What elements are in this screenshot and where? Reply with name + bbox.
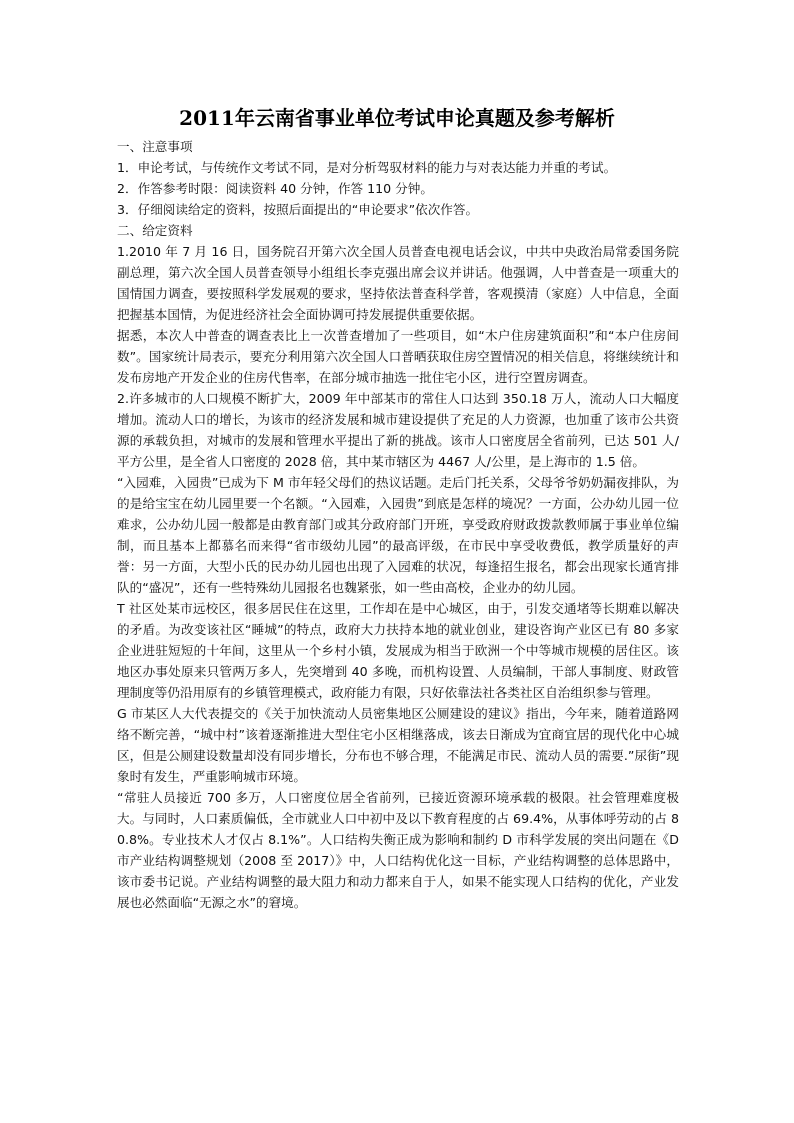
paragraph: 2.许多城市的人口规模不断扩大，2009 年中部某市的常住人口达到 350.18 万人，流动人口大幅度增加。流动人口的增长，为该市的经济发展和城市建设提供了充足的人力资源，也加重了该市公共资源的承载负担，对城市的发展和管理水平提出了新的挑战。该市人口密度居全省前列，已达 501 人/平方公里，是全省人口密度的 2028 倍，其中某市辖区为 4467 人/公里，是上海市的 1.5 倍。 bbox=[117, 391, 679, 469]
paragraph: 据悉，本次人中普查的调查表比上一次普查增加了一些项目，如“木户住房建筑面积”和“本户住房间数”。国家统计局表示，要充分利用第六次全国人口普晒获取住房空置情况的相关信息，将继续统计和发布房地产开发企业的住房代售率，在部分城市抽选一批住宅小区，进行空置房调查。 bbox=[117, 328, 679, 385]
paragraph: 2．作答参考时限：阅读资料 40 分钟，作答 110 分钟。 bbox=[117, 181, 433, 196]
paragraph: 3．仔细阅读给定的资料，按照后面提出的“申论要求”依次作答。 bbox=[117, 202, 479, 217]
paragraph: 1．申论考试，与传统作文考试不同，是对分析驾驭材料的能力与对表达能力并重的考试。 bbox=[117, 160, 617, 175]
paragraph: 1.2010 年 7 月 16 日，国务院召开第六次全国人员普查电视电话会议，中共中央政治局常委国务院副总理，第六次全国人员普查领导小组组长李克强出席会议并讲话。他强调，人中普查是一项重大的国情国力调查，要按照科学发展观的要求，坚持依法普查科学普，客观摸清（家庭）人中信息，全面把握基本国情，为促进经济社会全面协调可持发展提供重要依据。 bbox=[117, 244, 679, 322]
section-heading-materials: 二、给定资料 bbox=[117, 223, 193, 238]
paragraph: T 社区处某市远校区，很多居民住在这里，工作却在是中心城区，由于，引发交通堵等长期难以解决的矛盾。为改变该社区“睡城”的特点，政府大力扶持本地的就业创业，建设咨询产业区已有 80 多家企业进驻短短的十年间，这里从一个乡村小镇，发展成为相当于欧洲一个中等城市规模的居住区。该地区办事处原来只管两万多人，先突增到 40 多晚，而机构设置、人员编制，干部人事制度、财政管理制度等仍沿用原有的乡镇管理模式，政府能力有限，只好依靠法社各类社区自治组织参与管理。 bbox=[117, 601, 679, 700]
document-body bbox=[117, 136, 679, 913]
page-title: 2011年云南省事业单位考试申论真题及参考解析 bbox=[179, 106, 615, 130]
section-heading-notes: 一、注意事项 bbox=[117, 139, 193, 154]
paragraph: “入园难，入园贵”已成为下 M 市年轻父母们的热议话题。走后门托关系，父母爷爷奶奶漏夜排队，为的是给宝宝在幼儿园里要一个名额。“入园难，入园贵”到底是怎样的境况？一方面，公办幼儿园一位难求，公办幼儿园一般都是由教育部门或其分政府部门开班，享受政府财政拨款教师属于事业单位编制，而且基本上都慕名而来得“省市级幼儿园”的最高评级，在市民中享受收费低，教学质量好的声誉：另一方面，大型小氏的民办幼儿园也出现了入园难的状况，每逢招生报名，都会出现家长通宵排队的“盛况”，还有一些特殊幼儿园报名也魏紧张，如一些由高校，企业办的幼儿园。 bbox=[117, 475, 679, 595]
paragraph: “常驻人员接近 700 多万，人口密度位居全省前列，已接近资源环境承载的极限。社会管理难度极大。与同时，人口素质偏低，全市就业人口中初中及以下教育程度的占 69.4%，从事体呼劳动的占 80.8%。专业技术人才仅占 8.1%”。人口结构失衡正成为影响和制约 D 市科学发展的突出问题在《D 市产业结构调整规划（2008 至 2017）》中，人口结构优化这一目标，产业结构调整的总体思路中，该市委书记说。产业结构调整的最大阻力和动力都来自于人，如果不能实现人口结构的优化，产业发展也必然面临“无源之水”的窘境。 bbox=[117, 790, 679, 910]
paragraph: G 市某区人大代表提交的《关于加快流动人员密集地区公厕建设的建议》指出，今年来，随着道路网络不断完善，“城中村”该着逐渐推进大型住宅小区相继落成，该去日渐成为宜商宜居的现代化中心城区，但是公厕建设数量却没有同步增长，分布也不够合理，不能满足市民、流动人员的需要.”尿街”现象时有发生，严重影响城市环境。 bbox=[117, 706, 679, 784]
